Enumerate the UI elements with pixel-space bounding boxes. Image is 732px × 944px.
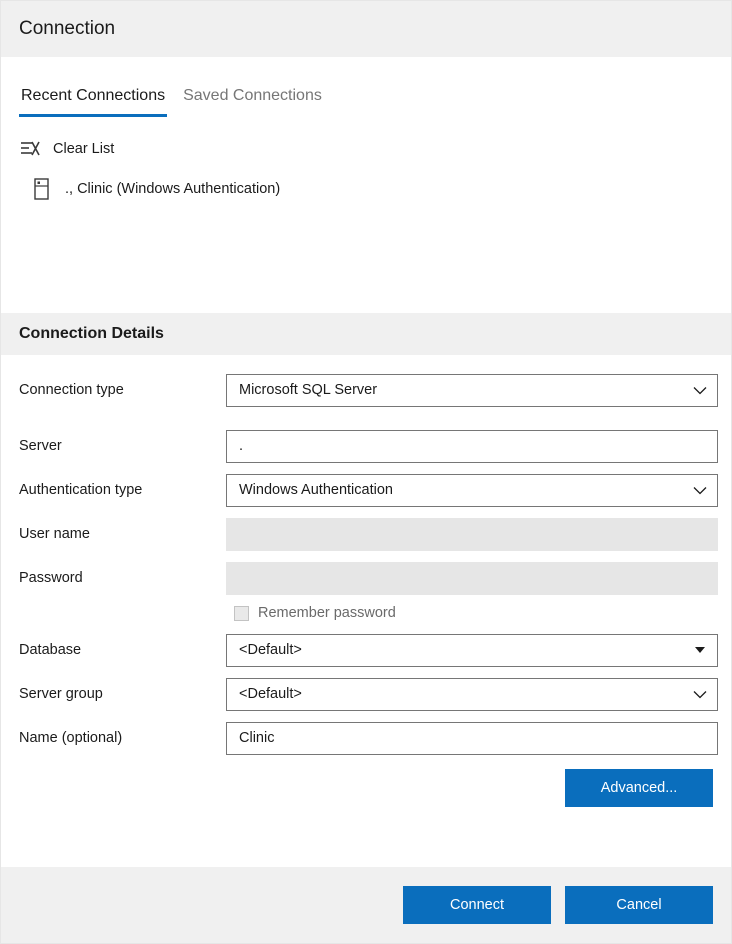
server-label: Server bbox=[19, 438, 62, 454]
remember-password-label: Remember password bbox=[258, 605, 396, 621]
connection-details-header bbox=[1, 313, 731, 355]
row-password bbox=[19, 561, 713, 595]
database-combobox[interactable] bbox=[226, 634, 718, 667]
row-database bbox=[19, 633, 713, 667]
server-icon bbox=[31, 178, 53, 200]
tab-recent-connections[interactable] bbox=[19, 83, 167, 117]
user-name-input bbox=[226, 518, 718, 551]
server-group-label: Server group bbox=[19, 686, 103, 702]
name-optional-input[interactable] bbox=[226, 722, 718, 755]
name-optional-value: Clinic bbox=[239, 730, 275, 746]
server-input[interactable] bbox=[226, 430, 718, 463]
name-optional-label: Name (optional) bbox=[19, 730, 123, 746]
form-spacer bbox=[19, 417, 713, 429]
row-connection-type bbox=[19, 373, 713, 407]
row-name-optional bbox=[19, 721, 713, 755]
clear-list-button[interactable] bbox=[19, 133, 713, 165]
chevron-down-icon bbox=[691, 685, 709, 703]
row-server bbox=[19, 429, 713, 463]
connection-type-dropdown[interactable] bbox=[226, 374, 718, 407]
tab-recent-connections-label: Recent Connections bbox=[21, 87, 166, 104]
password-label: Password bbox=[19, 570, 83, 586]
password-input bbox=[226, 562, 718, 595]
tab-saved-connections[interactable] bbox=[181, 83, 324, 117]
tabs-section bbox=[1, 57, 731, 117]
cancel-button[interactable]: Cancel bbox=[565, 886, 713, 924]
connection-type-label: Connection type bbox=[19, 382, 124, 398]
row-authentication-type bbox=[19, 473, 713, 507]
server-group-dropdown[interactable] bbox=[226, 678, 718, 711]
authentication-type-value: Windows Authentication bbox=[239, 482, 393, 498]
chevron-down-icon bbox=[691, 381, 709, 399]
tab-list bbox=[19, 69, 713, 117]
checkbox-icon bbox=[234, 606, 249, 621]
connection-details-title: Connection Details bbox=[19, 325, 164, 342]
clear-list-label: Clear List bbox=[53, 141, 115, 157]
authentication-type-label: Authentication type bbox=[19, 482, 143, 498]
row-server-group bbox=[19, 677, 713, 711]
dialog-title-bar bbox=[1, 1, 731, 57]
server-group-value: <Default> bbox=[239, 686, 302, 702]
dialog-footer bbox=[1, 867, 731, 943]
authentication-type-dropdown[interactable] bbox=[226, 474, 718, 507]
list-item[interactable] bbox=[19, 173, 713, 205]
server-value: . bbox=[239, 438, 244, 454]
caret-down-icon bbox=[691, 641, 709, 659]
advanced-row bbox=[19, 769, 713, 807]
clear-list-icon bbox=[19, 138, 41, 160]
connect-button[interactable]: Connect bbox=[403, 886, 551, 924]
chevron-down-icon bbox=[691, 481, 709, 499]
list-item-label: ., Clinic (Windows Authentication) bbox=[65, 181, 281, 197]
row-user-name bbox=[19, 517, 713, 551]
database-value: <Default> bbox=[239, 642, 302, 658]
connection-type-value: Microsoft SQL Server bbox=[239, 382, 378, 398]
remember-password-checkbox[interactable] bbox=[226, 605, 396, 621]
user-name-label: User name bbox=[19, 526, 90, 542]
row-remember-password bbox=[19, 605, 713, 621]
recent-connections-panel bbox=[1, 117, 731, 313]
advanced-button[interactable]: Advanced... bbox=[565, 769, 713, 807]
database-label: Database bbox=[19, 642, 82, 658]
connection-details-form bbox=[1, 355, 731, 867]
dialog-title: Connection bbox=[19, 18, 116, 39]
tab-saved-connections-label: Saved Connections bbox=[183, 87, 322, 104]
